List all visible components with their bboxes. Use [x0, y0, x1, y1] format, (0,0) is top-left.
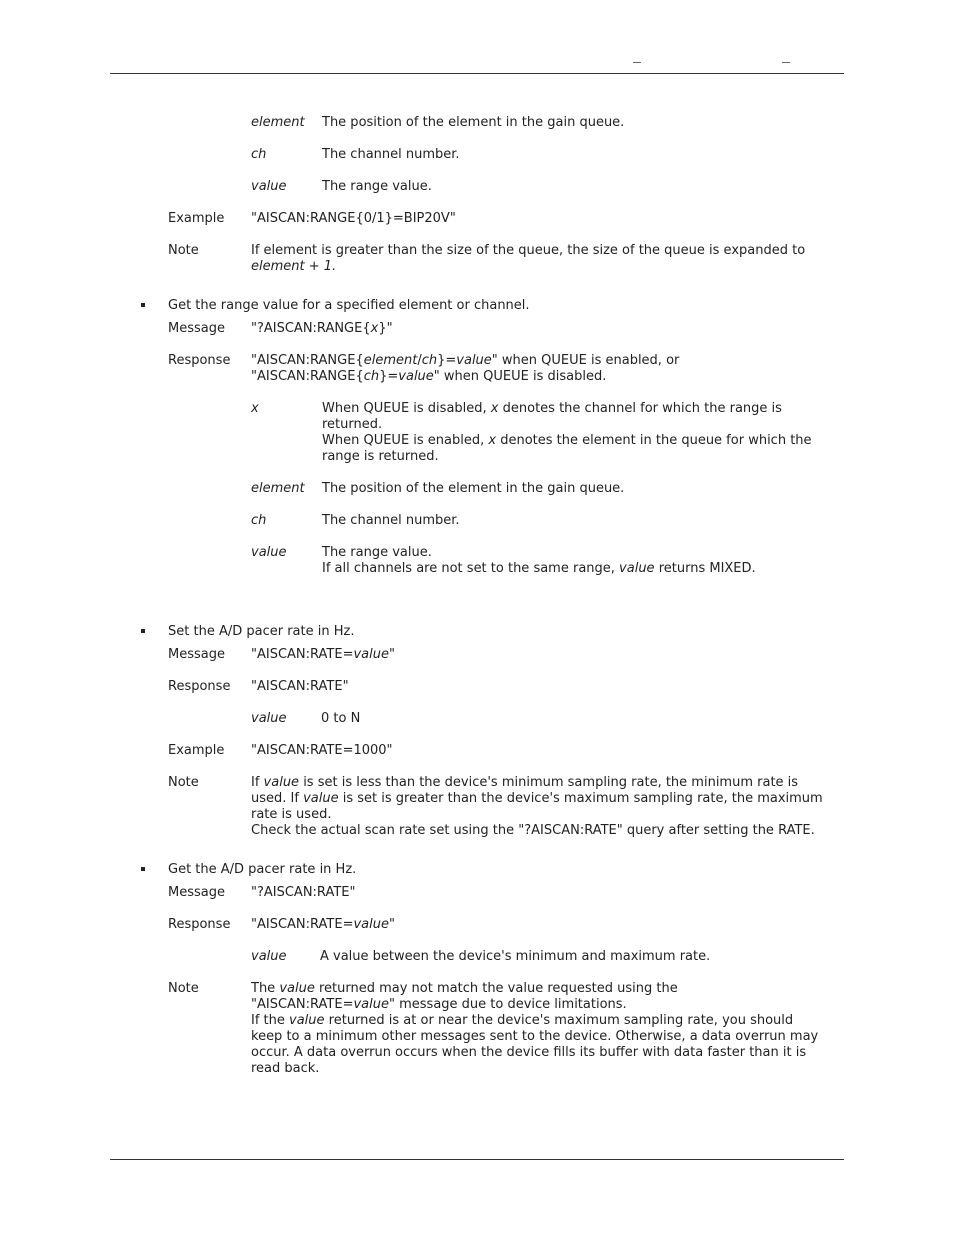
example-label: Example [168, 211, 225, 226]
param-desc-value: If all channels are not set to the same range, value returns MIXED. [322, 561, 756, 576]
message-text: "AISCAN:RATE=value" [251, 647, 395, 662]
note-label: Note [168, 981, 199, 996]
param-desc-value: A value between the device's minimum and maximum rate. [320, 949, 711, 964]
param-term-value: value [251, 711, 287, 726]
response-line: "AISCAN:RANGE{element/ch}=value" when QUEUE is enabled, or [251, 353, 680, 368]
bullet-heading: Set the A/D pacer rate in Hz. [168, 624, 355, 639]
message-label: Message [168, 321, 225, 336]
param-desc-value: The range value. [322, 545, 432, 560]
param-desc-ch: The channel number. [322, 513, 460, 528]
note-label: Note [168, 775, 199, 790]
param-desc-element: The position of the element in the gain queue. [322, 481, 625, 496]
bullet-icon [141, 867, 145, 871]
message-text: "?AISCAN:RANGE{x}" [251, 321, 393, 336]
note-line: used. If value is set is greater than the device's maximum sampling rate, the maximum [251, 791, 823, 806]
param-desc-element: The position of the element in the gain queue. [322, 115, 625, 130]
header-rule [110, 73, 844, 74]
param-term-ch: ch [251, 513, 267, 528]
bullet-heading: Get the A/D pacer rate in Hz. [168, 862, 357, 877]
note-line: If the value returned is at or near the device's maximum sampling rate, you should [251, 1013, 794, 1028]
note-line: occur. A data overrun occurs when the device fills its buffer with data faster than it is [251, 1045, 807, 1060]
message-label: Message [168, 885, 225, 900]
param-desc-x: range is returned. [322, 449, 439, 464]
example-label: Example [168, 743, 225, 758]
response-text: "AISCAN:RATE=value" [251, 917, 395, 932]
param-term-ch: ch [251, 147, 267, 162]
note-line: Check the actual scan rate set using the "?AISCAN:RATE" query after setting the RATE. [251, 823, 815, 838]
note-line: rate is used. [251, 807, 332, 822]
param-desc-ch: The channel number. [322, 147, 460, 162]
param-desc-value: 0 to N [321, 711, 361, 726]
param-term-element: element [251, 115, 305, 130]
param-term-element: element [251, 481, 305, 496]
note-label: Note [168, 243, 199, 258]
message-text: "?AISCAN:RATE" [251, 885, 356, 900]
param-desc-x: When QUEUE is disabled, x denotes the channel for which the range is [322, 401, 782, 416]
note-line: "AISCAN:RATE=value" message due to device limitations. [251, 997, 627, 1012]
note-line: If element is greater than the size of the queue, the size of the queue is expanded to [251, 243, 806, 258]
response-label: Response [168, 679, 231, 694]
example-text: "AISCAN:RANGE{0/1}=BIP20V" [251, 211, 456, 226]
note-line: read back. [251, 1061, 320, 1076]
param-term-x: x [251, 401, 259, 416]
note-line: If value is set is less than the device's minimum sampling rate, the minimum rate is [251, 775, 799, 790]
footer-rule [110, 1159, 844, 1160]
response-label: Response [168, 917, 231, 932]
response-line: "AISCAN:RANGE{ch}=value" when QUEUE is disabled. [251, 369, 607, 384]
example-text: "AISCAN:RATE=1000" [251, 743, 393, 758]
response-label: Response [168, 353, 231, 368]
note-line: The value returned may not match the value requested using the [251, 981, 678, 996]
message-label: Message [168, 647, 225, 662]
response-text: "AISCAN:RATE" [251, 679, 349, 694]
note-line: keep to a minimum other messages sent to the device. Otherwise, a data overrun may [251, 1029, 819, 1044]
param-desc-x: When QUEUE is enabled, x denotes the element in the queue for which the [322, 433, 812, 448]
param-term-value: value [251, 179, 287, 194]
param-term-value: value [251, 545, 287, 560]
header-mark [782, 62, 790, 63]
param-term-value: value [251, 949, 287, 964]
note-line: element + 1. [251, 259, 337, 274]
param-desc-x: returned. [322, 417, 383, 432]
bullet-icon [141, 629, 145, 633]
param-desc-value: The range value. [322, 179, 432, 194]
header-mark [633, 62, 641, 63]
bullet-heading: Get the range value for a specified element or channel. [168, 298, 530, 313]
bullet-icon [141, 303, 145, 307]
